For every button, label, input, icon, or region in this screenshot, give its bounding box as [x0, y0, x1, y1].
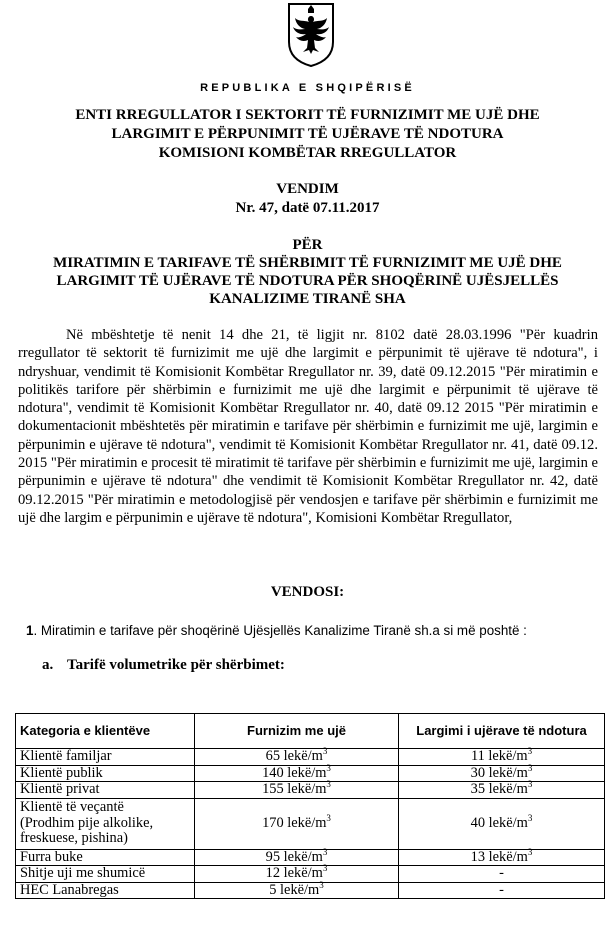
cell-category: Klientë privat — [16, 782, 195, 799]
cell-supply: 95 lekë/$m^3$ — [195, 849, 399, 866]
cell-supply: 140 lekë/$m^3$ — [195, 765, 399, 782]
header-disposal: Largimi i ujërave të ndotura — [399, 714, 605, 749]
cell-category: HEC Lanabregas — [16, 882, 195, 899]
section-a-heading — [42, 657, 285, 674]
table-row — [16, 765, 605, 782]
cell-disposal: 30 lekë/$m^3$ — [399, 765, 605, 782]
cell-supply: 5 lekë/$m^3$ — [195, 882, 399, 899]
item-number: 1 — [26, 623, 34, 638]
albanian-emblem-icon — [287, 2, 335, 68]
cell-category: Shitje uji me shumicë — [16, 866, 195, 883]
authority-title-line-3: KOMISIONI KOMBËTAR RREGULLATOR — [158, 145, 457, 161]
section-title: Tarifë volumetrike për shërbimet: — [67, 657, 285, 673]
cell-category: Klientë publik — [16, 765, 195, 782]
decision-title: VENDIM — [276, 181, 339, 197]
cell-supply: 170 lekë/$m^3$ — [195, 798, 399, 849]
preamble-paragraph: Në mbështetje të nenit 14 dhe 21, të ligjit nr. 8102 datë 28.03.1996 "Për kuadrin rregullator të sektorit të furnizimit me ujë dhe largimit e përpunimit të ujërave të ndotura", i ndryshuar, vendimit të Komisionit Kombëtar Rregullator nr. 39, datë 09.12.2015 "Për miratimin e politikës tarifore për shërbimin e furnizimit me ujë dhe largimit e përpunimit të ujërave të ndotura", vendimit të Komisionit Kombëtar Rregullator nr. 40, datë 09.12 2015 "Për miratimin e dokumentacionit mbështetës për miratimin e tarifave për shërbimin e furnizimit me ujë, largimin e përpunimin e ujërave të ndotura", vendimit të Komisionit Kombëtar Rregullator nr. 41, datë 09.12. 2015 "Për miratimin e procesit të miratimit të tarifave për shërbimin e furnizimit me ujë, largimin e përpunimin e ujërave të ndotura" dhe vendimit të Komisionit Kombëtar Rregullator nr. 42, datë 09.12.2015 "Për miratimin e metodologjisë për vendosjen e tarifave për shërbimin e furnizimit me ujë dhe largim e përpunimin e ujërave të ndotura", Komisioni Kombëtar Rregullator, — [18, 327, 598, 526]
cell-category: Klientë familjar — [16, 749, 195, 766]
cell-disposal: 13 lekë/$m^3$ — [399, 849, 605, 866]
decision-number: Nr. 47, datë 07.11.2017 — [235, 200, 380, 216]
cell-category: Furra buke — [16, 849, 195, 866]
subject-per: PËR — [292, 237, 323, 253]
cell-disposal: 11 lekë/$m^3$ — [399, 749, 605, 766]
table-row — [16, 749, 605, 766]
subject-line-3: KANALIZIME TIRANË SHA — [209, 291, 406, 307]
subject-line-1: MIRATIMIN E TARIFAVE TË SHËRBIMIT TË FURNIZIMIT ME UJË DHE — [53, 255, 562, 271]
tariff-table — [15, 713, 605, 899]
cell-disposal: - — [399, 882, 605, 899]
table-row — [16, 882, 605, 899]
authority-title-line-2: LARGIMIT E PËRPUNIMIT TË UJËRAVE TË NDOTURA — [111, 126, 504, 142]
republic-name: REPUBLIKA E SHQIPËRISË — [200, 82, 415, 94]
authority-title-line-1: ENTI RREGULLATOR I SEKTORIT TË FURNIZIMIT ME UJË DHE — [75, 107, 540, 123]
section-letter: a. — [42, 657, 54, 673]
subject-line-2: LARGIMIT TË UJËRAVE TË NDOTURA PËR SHOQËRINË UJËSJELLËS — [56, 273, 559, 289]
vendosi-heading: VENDOSI: — [270, 584, 345, 600]
cell-supply: 65 lekë/$m^3$ — [195, 749, 399, 766]
cell-disposal: 35 lekë/$m^3$ — [399, 782, 605, 799]
decision-item-1 — [26, 623, 527, 638]
table-row — [16, 798, 605, 849]
header-category: Kategoria e klientëve — [16, 714, 195, 749]
item-text: . Miratimin e tarifave për shoqërinë Ujësjellës Kanalizime Tiranë sh.a si më poshtë : — [33, 623, 527, 638]
cell-supply: 155 lekë/$m^3$ — [195, 782, 399, 799]
table-row — [16, 849, 605, 866]
cell-disposal: - — [399, 866, 605, 883]
header-supply: Furnizim me ujë — [195, 714, 399, 749]
cell-supply: 12 lekë/$m^3$ — [195, 866, 399, 883]
cell-category: Klientë të veçantë (Prodhim pije alkolike, freskuese, pishina) — [16, 798, 195, 849]
table-header-row — [16, 714, 605, 749]
cell-disposal: 40 lekë/$m^3$ — [399, 798, 605, 849]
table-row — [16, 782, 605, 799]
table-row — [16, 866, 605, 883]
